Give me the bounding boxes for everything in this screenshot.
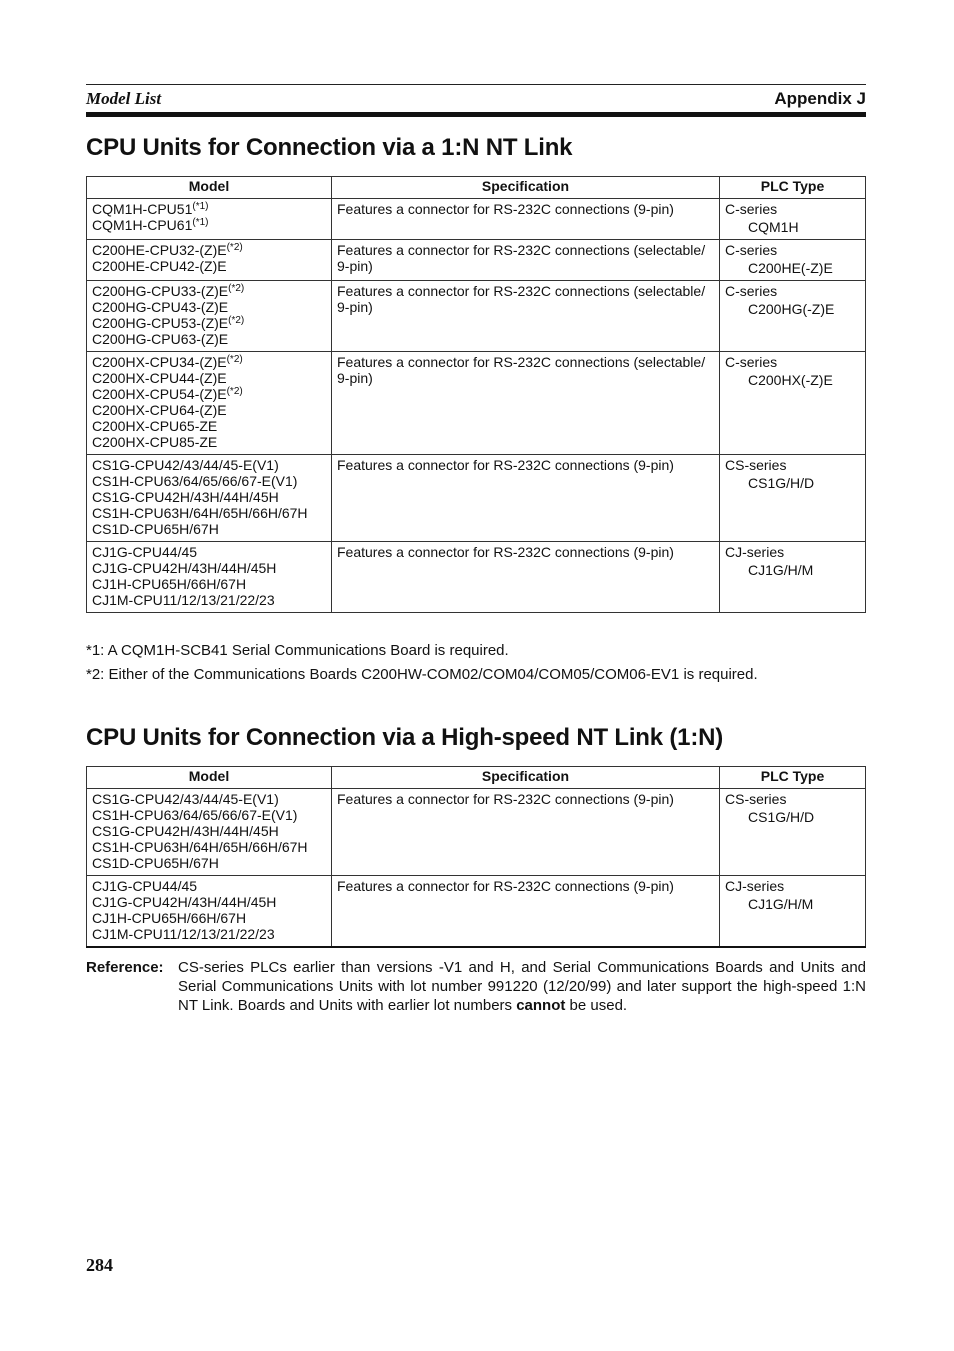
- model-cell: [87, 455, 332, 542]
- model-name: $C200HX-CPU34-(Z)E^{(*2)}$: [92, 354, 243, 370]
- column-header-plc-type: PLC Type: [720, 177, 866, 199]
- model-name: $CQM1H-CPU51^{(*1)}$: [92, 201, 209, 217]
- model-name: CJ1G-CPU42H/43H/44H/45H: [92, 894, 277, 910]
- model-name: C200HX-CPU85-ZE: [92, 434, 218, 450]
- model-name: $C200HE-CPU32-(Z)E^{(*2)}$: [92, 242, 243, 258]
- model-name: CS1G-CPU42H/43H/44H/45H: [92, 823, 279, 839]
- plc-series: C-series: [725, 201, 778, 217]
- model-name: CS1D-CPU65H/67H: [92, 855, 219, 871]
- plc-type-cell: [720, 281, 866, 352]
- specification-cell: Features a connector for RS-232C connections (selectable/ 9-pin): [332, 240, 720, 281]
- model-name: $C200HG-CPU33-(Z)E^{(*2)}$: [92, 283, 245, 299]
- header-thick-rule: [86, 112, 866, 117]
- plc-type: C200HE(-Z)E: [748, 260, 833, 276]
- model-name: CS1H-CPU63H/64H/65H/66H/67H: [92, 505, 308, 521]
- column-header-plc-type: PLC Type: [720, 767, 866, 789]
- specification-cell: Features a connector for RS-232C connections (9-pin): [332, 542, 720, 613]
- footnote-marker: (*2): [226, 354, 243, 365]
- plc-type-cell: [720, 455, 866, 542]
- plc-type: CQM1H: [748, 219, 799, 235]
- model-name: C200HX-CPU44-(Z)E: [92, 370, 227, 386]
- model-name: $C200HG-CPU53-(Z)E^{(*2)}$: [92, 315, 245, 331]
- specification-cell: Features a connector for RS-232C connections (9-pin): [332, 199, 720, 240]
- table-row: [87, 455, 866, 542]
- model-cell: [87, 199, 332, 240]
- model-name: C200HG-CPU43-(Z)E: [92, 299, 229, 315]
- model-cell: [87, 876, 332, 948]
- footnote-marker: (*2): [226, 242, 243, 253]
- column-header-specification: Specification: [332, 767, 720, 789]
- table-header-row: [87, 177, 866, 199]
- model-name: CJ1G-CPU44/45: [92, 544, 198, 560]
- specification-cell: Features a connector for RS-232C connections (9-pin): [332, 789, 720, 876]
- table-row: [87, 199, 866, 240]
- section1-table: [86, 176, 866, 613]
- page-number: 284: [86, 1255, 113, 1275]
- specification-cell: Features a connector for RS-232C connections (9-pin): [332, 876, 720, 948]
- footnote-marker: (*1): [192, 201, 209, 212]
- footnote-1: *1: A CQM1H-SCB41 Serial Communications Board is required.: [86, 642, 509, 659]
- plc-type: CJ1G/H/M: [748, 896, 814, 912]
- column-header-model: Model: [87, 767, 332, 789]
- table-row: [87, 542, 866, 613]
- model-name: CJ1G-CPU42H/43H/44H/45H: [92, 560, 277, 576]
- model-name: CS1G-CPU42/43/44/45-E(V1): [92, 791, 279, 807]
- plc-type-cell: [720, 199, 866, 240]
- section1-table-body: [87, 199, 866, 613]
- reference-body: [178, 958, 866, 1015]
- section2-table: [86, 766, 866, 948]
- table-row: [87, 876, 866, 948]
- header-section-title: Model List: [86, 89, 162, 108]
- plc-type-cell: [720, 789, 866, 876]
- footnote-marker: (*2): [226, 386, 243, 397]
- table-row: [87, 352, 866, 455]
- column-header-specification: Specification: [332, 177, 720, 199]
- model-name: C200HX-CPU65-ZE: [92, 418, 218, 434]
- model-name: CJ1H-CPU65H/66H/67H: [92, 910, 247, 926]
- specification-cell: Features a connector for RS-232C connections (selectable/ 9-pin): [332, 281, 720, 352]
- plc-type: C200HX(-Z)E: [748, 372, 833, 388]
- model-name: C200HX-CPU64-(Z)E: [92, 402, 227, 418]
- model-name: CJ1H-CPU65H/66H/67H: [92, 576, 247, 592]
- model-name: CJ1M-CPU11/12/13/21/22/23: [92, 592, 275, 608]
- model-name: $C200HX-CPU54-(Z)E^{(*2)}$: [92, 386, 243, 402]
- table-row: [87, 240, 866, 281]
- model-name: CS1H-CPU63H/64H/65H/66H/67H: [92, 839, 308, 855]
- specification-cell: Features a connector for RS-232C connections (selectable/ 9-pin): [332, 352, 720, 455]
- section1-title: CPU Units for Connection via a 1:N NT Link: [86, 134, 573, 161]
- reference-emphasis: cannot: [516, 997, 566, 1014]
- footnote-2: *2: Either of the Communications Boards C200HW-COM02/COM04/COM05/COM06-EV1 is required.: [86, 666, 758, 683]
- reference-label: Reference:: [86, 959, 164, 976]
- model-name: CS1H-CPU63/64/65/66/67-E(V1): [92, 473, 298, 489]
- reference-text-before: CS-series PLCs earlier than versions -V1 and H, and Serial Communications Boards and Units and Serial Communications Units with lot number 991220 (12/20/99) and later support the high-speed 1:N NT Link. Boards and Units with earlier lot numbers: [178, 959, 866, 1014]
- model-name: CJ1G-CPU44/45: [92, 878, 198, 894]
- model-name: CS1D-CPU65H/67H: [92, 521, 219, 537]
- column-header-model: Model: [87, 177, 332, 199]
- reference-text-after: be used.: [565, 997, 628, 1014]
- model-cell: [87, 281, 332, 352]
- model-cell: [87, 240, 332, 281]
- model-name: CS1H-CPU63/64/65/66/67-E(V1): [92, 807, 298, 823]
- plc-type: CS1G/H/D: [748, 809, 815, 825]
- plc-type-cell: [720, 876, 866, 948]
- model-name: $CQM1H-CPU61^{(*1)}$: [92, 217, 209, 233]
- plc-type-cell: [720, 352, 866, 455]
- plc-type-cell: [720, 542, 866, 613]
- model-cell: [87, 789, 332, 876]
- plc-series: CJ-series: [725, 878, 785, 894]
- plc-series: C-series: [725, 354, 778, 370]
- footnote-marker: (*2): [228, 315, 245, 326]
- plc-series: CJ-series: [725, 544, 785, 560]
- table-header-row: [87, 767, 866, 789]
- model-name: CJ1M-CPU11/12/13/21/22/23: [92, 926, 275, 942]
- plc-series: CS-series: [725, 791, 787, 807]
- running-header: [86, 89, 866, 113]
- plc-series: C-series: [725, 283, 778, 299]
- footnote-marker: (*2): [228, 283, 245, 294]
- section2-table-body: [87, 789, 866, 948]
- model-name: C200HG-CPU63-(Z)E: [92, 331, 229, 347]
- table-row: [87, 281, 866, 352]
- model-name: CS1G-CPU42H/43H/44H/45H: [92, 489, 279, 505]
- model-cell: [87, 542, 332, 613]
- model-name: C200HE-CPU42-(Z)E: [92, 258, 227, 274]
- header-rule: [86, 84, 866, 85]
- table-row: [87, 789, 866, 876]
- header-appendix-label: Appendix J: [774, 89, 866, 108]
- plc-type: CJ1G/H/M: [748, 562, 814, 578]
- plc-type: C200HG(-Z)E: [748, 301, 835, 317]
- specification-cell: Features a connector for RS-232C connections (9-pin): [332, 455, 720, 542]
- plc-series: C-series: [725, 242, 778, 258]
- section2-title: CPU Units for Connection via a High-speed NT Link (1:N): [86, 724, 724, 751]
- model-name: CS1G-CPU42/43/44/45-E(V1): [92, 457, 279, 473]
- footnote-marker: (*1): [192, 217, 209, 228]
- plc-series: CS-series: [725, 457, 787, 473]
- plc-type: CS1G/H/D: [748, 475, 815, 491]
- plc-type-cell: [720, 240, 866, 281]
- model-cell: [87, 352, 332, 455]
- reference-note: [86, 958, 866, 1015]
